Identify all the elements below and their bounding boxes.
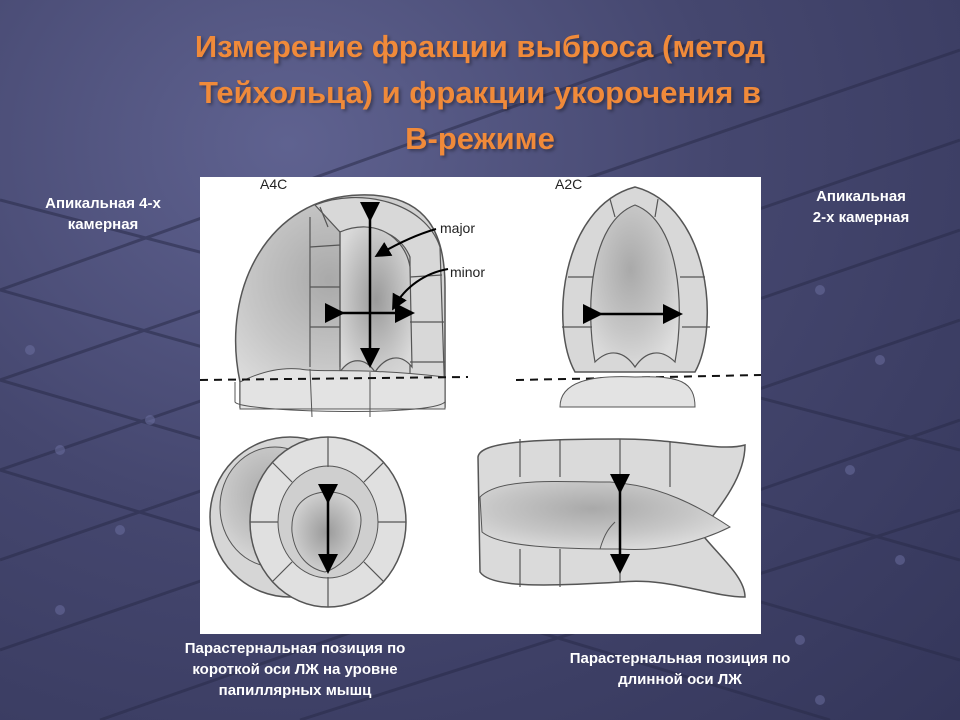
label-line: короткой оси ЛЖ на уровне: [192, 661, 398, 678]
slide-title: [100, 24, 860, 162]
a2c-label: A2C: [555, 177, 583, 192]
label-line: Парастернальная позиция по: [184, 640, 406, 657]
short-axis-diagram: [210, 437, 406, 607]
label-line: длинной оси ЛЖ: [618, 671, 742, 688]
label-parasternal-long-axis: [530, 648, 830, 690]
title-line: B-режиме: [405, 121, 555, 156]
title-line: Тейхольца) и фракции укорочения в: [198, 75, 762, 110]
minor-axis-label: minor: [450, 264, 486, 280]
a4c-heart-diagram: [235, 177, 485, 417]
echo-diagram-svg: [200, 177, 761, 634]
echo-diagram: [200, 177, 761, 634]
label-line: камерная: [67, 216, 139, 233]
major-axis-label: major: [440, 220, 476, 236]
label-parasternal-short-axis: [150, 638, 440, 701]
label-apical-2-chamber: [776, 186, 946, 228]
a4c-label: A4C: [260, 177, 288, 192]
label-line: Апикальная: [816, 188, 906, 205]
label-line: 2-х камерная: [812, 209, 910, 226]
title-line: Измерение фракции выброса (метод: [194, 29, 766, 64]
label-line: Парастернальная позиция по: [569, 650, 791, 667]
long-axis-diagram: [478, 439, 745, 597]
label-apical-4-chamber: [18, 193, 188, 235]
a2c-heart-diagram: [555, 177, 710, 407]
label-line: Апикальная 4-х: [45, 195, 161, 212]
label-line: папиллярных мышц: [218, 682, 372, 699]
